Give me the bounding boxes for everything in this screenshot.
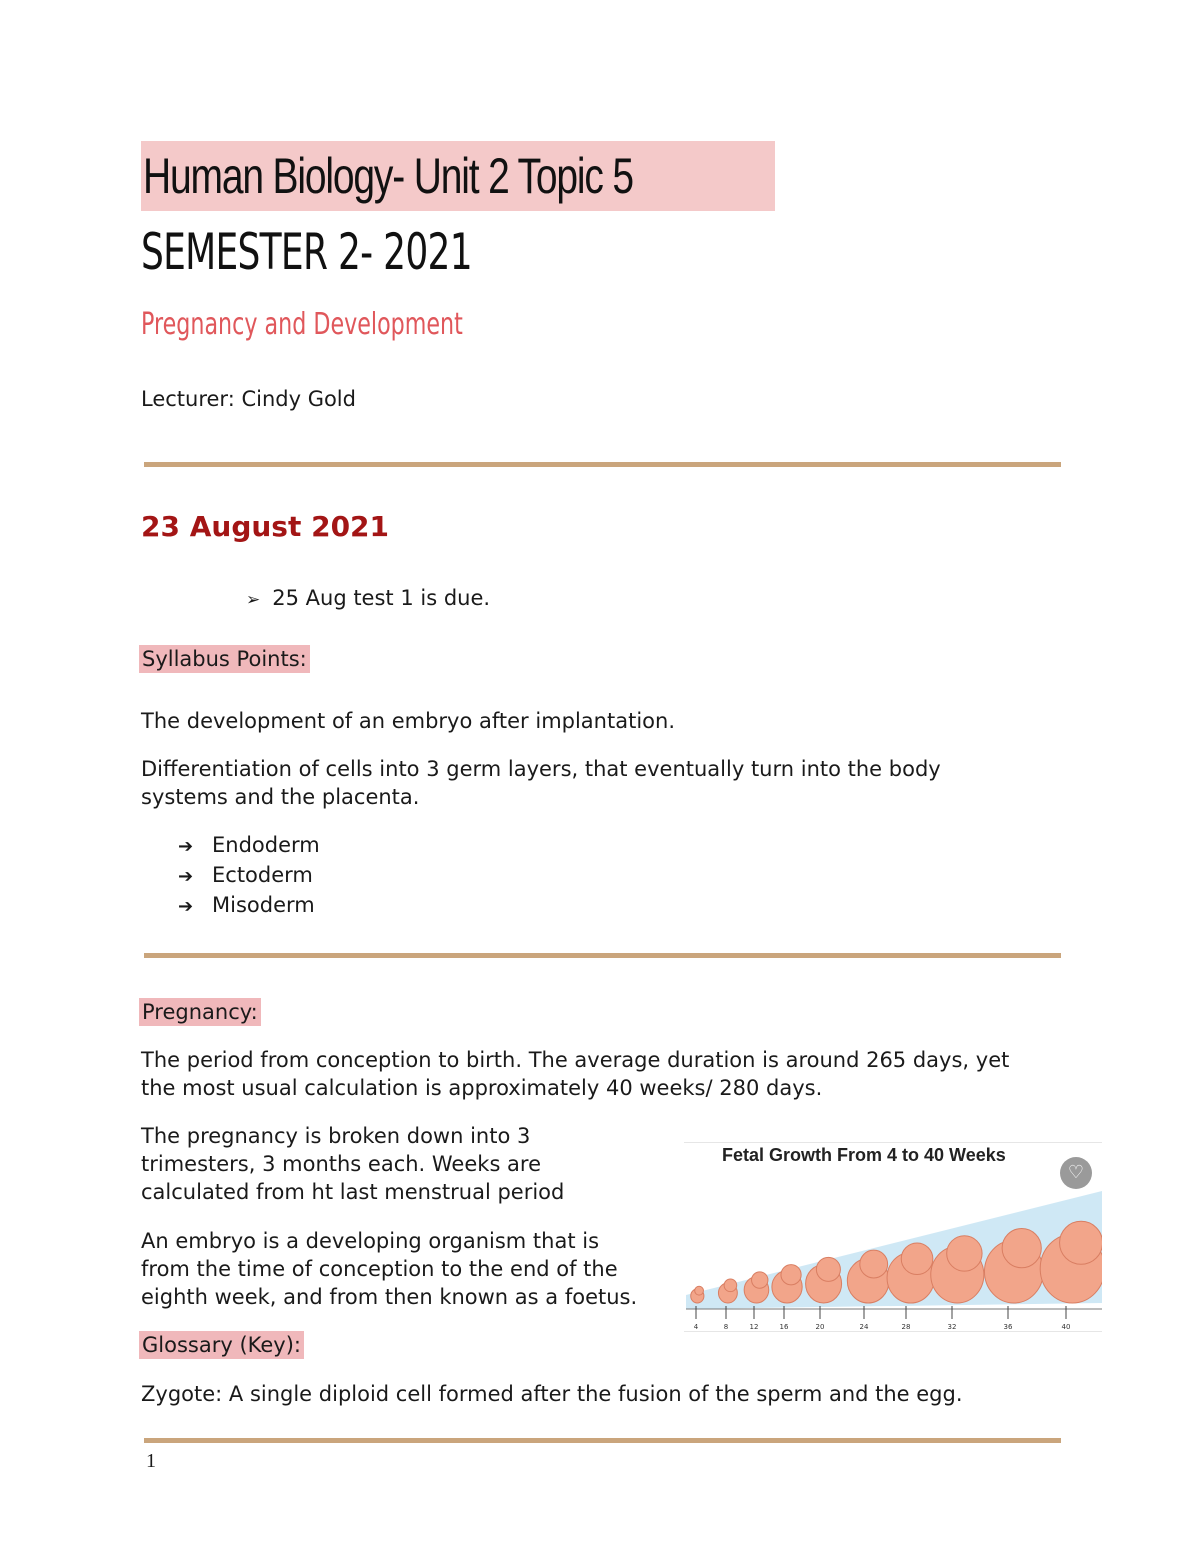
right-arrow-icon: ➔ [178,896,194,917]
list-item [178,831,320,861]
pregnancy-label-wrap [139,998,261,1026]
zygote-definition: Zygote: A single diploid cell formed after the fusion of the sperm and the egg. [141,1382,963,1406]
lecturer-line: Lecturer: Cindy Gold [141,387,356,411]
pregnancy-para-1 [141,1046,1009,1102]
para-line: Differentiation of cells into 3 germ layers, that eventually turn into the body [141,757,941,781]
para-line: The period from conception to birth. The average duration is around 265 days, yet [141,1048,1010,1072]
week-ticks [694,1306,1071,1331]
list-item-text: Ectoderm [212,863,313,887]
para-line: calculated from ht last menstrual period [141,1180,565,1204]
list-item [178,891,320,921]
document-title: Human Biology- Unit 2 Topic 5 [143,148,633,204]
divider-1 [144,462,1061,467]
fetus-head [816,1257,840,1281]
date-heading: 23 August 2021 [141,510,390,543]
right-arrow-icon: ➔ [178,836,194,857]
syllabus-label-wrap [139,645,310,673]
week-label: 12 [749,1323,759,1331]
pregnancy-para-3 [141,1227,637,1311]
para-line: eighth week, and from then known as a foetus. [141,1285,638,1309]
right-arrow-icon: ➔ [178,866,194,887]
para-line: from the time of conception to the end of the [141,1257,618,1281]
week-label: 36 [1003,1323,1013,1331]
para-line: The pregnancy is broken down into 3 [141,1124,531,1148]
list-item-text: Misoderm [212,893,315,917]
germ-layer-list [178,831,320,921]
fetus-head [1060,1221,1102,1264]
week-label: 28 [901,1323,911,1331]
fetus-head [947,1236,982,1271]
fetus-head [724,1279,737,1292]
para-line: systems and the placenta. [141,785,420,809]
glossary-label-wrap [139,1331,304,1359]
fetus-head [901,1243,933,1275]
para-line: An embryo is a developing organism that is [141,1229,600,1253]
divider-3 [144,1438,1061,1443]
pregnancy-label: Pregnancy: [139,998,261,1026]
week-label: 16 [779,1323,789,1331]
heart-icon[interactable]: ♡ [1060,1157,1092,1189]
fetus-head [860,1250,888,1278]
week-label: 24 [859,1323,869,1331]
title-highlight [141,141,775,211]
week-label: 8 [723,1323,729,1331]
page-number: 1 [146,1450,156,1472]
semester-heading: SEMESTER 2- 2021 [141,223,472,281]
subtitle: Pregnancy and Development [141,307,463,342]
syllabus-label: Syllabus Points: [139,645,310,673]
arrow-bullet-icon: ➢ [246,590,261,610]
due-text: 25 Aug test 1 is due. [272,586,491,610]
fetal-growth-figure [684,1142,1102,1332]
syllabus-para-2 [141,755,941,811]
fetus-head [1002,1229,1041,1268]
glossary-label: Glossary (Key): [139,1331,304,1359]
list-item [178,861,320,891]
para-line: trimesters, 3 months each. Weeks are [141,1152,542,1176]
syllabus-para-1: The development of an embryo after implantation. [141,709,675,733]
fetus-head [781,1265,801,1285]
pregnancy-para-2 [141,1122,564,1206]
list-item-text: Endoderm [212,833,320,857]
para-line: the most usual calculation is approximately 40 weeks/ 280 days. [141,1076,823,1100]
due-bullet [246,584,490,614]
divider-2 [144,953,1061,958]
fetus-head [695,1286,704,1295]
week-label: 32 [947,1323,957,1331]
week-label: 4 [693,1323,699,1331]
week-label: 20 [815,1323,825,1331]
week-label: 40 [1061,1323,1071,1331]
fetal-growth-diagram [684,1143,1102,1331]
figure-title: Fetal Growth From 4 to 40 Weeks [722,1145,1006,1165]
fetus-head [752,1272,768,1288]
